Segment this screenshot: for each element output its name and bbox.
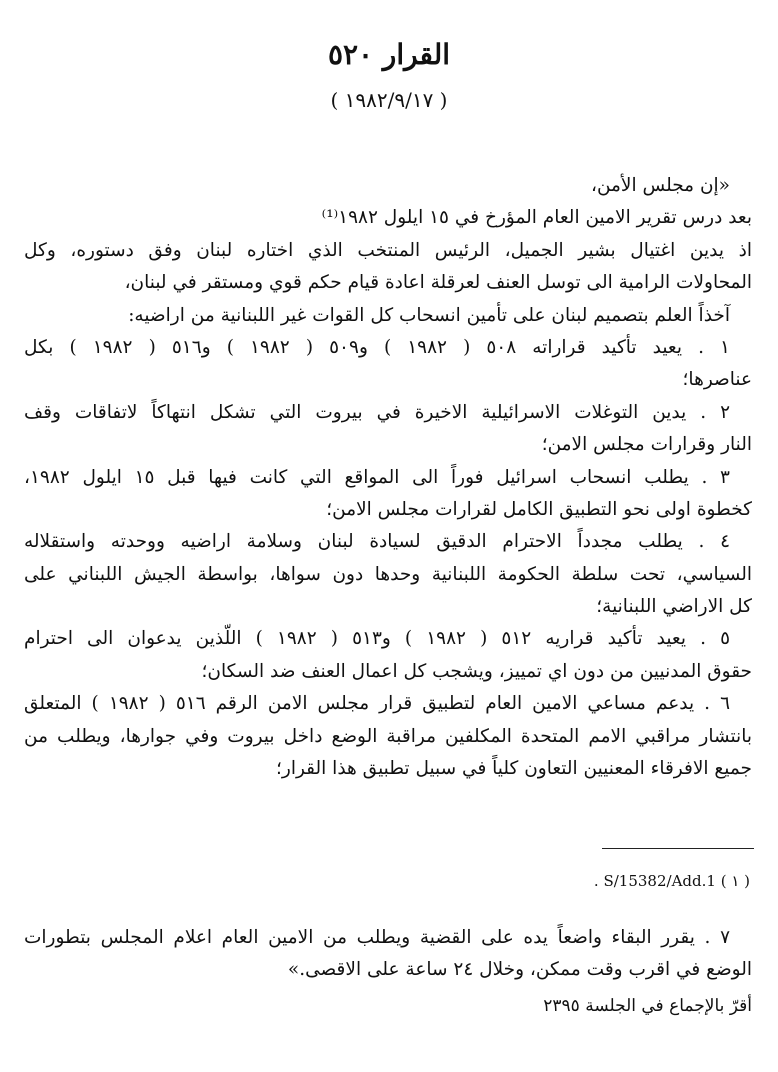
- text-line: بعد درس تقرير الامين العام المؤرخ في ١٥ ايلول ١٩٨٢⁽¹⁾: [321, 207, 752, 229]
- text-line: جميع الافرقاء المعنيين التعاون كلياً في سبيل تطبيق هذا القرار؛: [276, 758, 752, 780]
- text-line: ٧ . يقرر البقاء واضعاً يده على القضية ويطلب من الامين العام اعلام المجلس بتطورات: [24, 927, 730, 948]
- text-line: ٢ . يدين التوغلات الاسرائيلية الاخيرة في بيروت التي تشكل انتهاكاً لاتفاقات وقف: [24, 401, 730, 423]
- text-line: عناصرها؛: [682, 369, 752, 391]
- text-line: حقوق المدنيين من دون اي تمييز، ويشجب كل اعمال العنف ضد السكان؛: [201, 660, 752, 682]
- text-line: اذ يدين اغتيال بشير الجميل، الرئيس المنتخب الذي اختاره لبنان وفق دستوره، وكل: [24, 239, 752, 261]
- resolution-final-paragraph: [24, 922, 752, 987]
- text-line: ٥ . يعيد تأكيد قراريه ٥١٢ ( ١٩٨٢ ) و٥١٣ ( ١٩٨٢ ) اللّذين يدعوان الى احترام: [24, 628, 730, 650]
- footnote: ( ١ ) S/15382/Add.1 .: [593, 872, 750, 890]
- text-line: المحاولات الرامية الى توسل العنف لعرقلة اعادة قيام حكم قوي ومستقر في لبنان،: [124, 272, 752, 294]
- resolution-body: [24, 170, 752, 785]
- resolution-title: القرار ٥٢٠: [327, 38, 451, 71]
- text-line: آخذاً العلم بتصميم لبنان على تأمين انسحاب كل القوات غير اللبنانية من اراضيه:: [128, 304, 730, 326]
- text-line: كل الاراضي اللبنانية؛: [596, 596, 752, 618]
- text-line: ٣ . يطلب انسحاب اسرائيل فوراً الى المواقع التي كانت فيها قبل ١٥ ايلول ١٩٨٢،: [24, 466, 730, 488]
- text-line: كخطوة اولى نحو التطبيق الكامل لقرارات مجلس الامن؛: [326, 498, 752, 520]
- adoption-note: أقرّ بالإجماع في الجلسة ٢٣٩٥: [543, 996, 752, 1016]
- text-line: السياسي، تحت سلطة الحكومة اللبنانية وحدها دون سواها، بواسطة الجيش اللبناني على: [24, 563, 752, 585]
- text-line: النار وقرارات مجلس الامن؛: [541, 434, 752, 456]
- footnote-divider: [602, 848, 754, 849]
- text-line: ٤ . يطلب مجدداً الاحترام الدقيق لسيادة لبنان وسلامة اراضيه ووحدته واستقلاله: [24, 531, 730, 553]
- resolution-date: ( ١٩٨٢/٩/١٧ ): [330, 88, 448, 112]
- text-line: الوضع في اقرب وقت ممكن، وخلال ٢٤ ساعة على الاقصى.»: [287, 959, 752, 981]
- text-line: بانتشار مراقبي الامم المتحدة المكلفين مراقبة الوضع داخل بيروت وفي جوارها، ويطلب من: [24, 725, 752, 747]
- text-line: ١ . يعيد تأكيد قراراته ٥٠٨ ( ١٩٨٢ ) و٥٠٩ ( ١٩٨٢ ) و٥١٦ ( ١٩٨٢ ) بكل: [24, 336, 730, 358]
- text-line: ٦ . يدعم مساعي الامين العام لتطبيق قرار مجلس الامن الرقم ٥١٦ ( ١٩٨٢ ) المتعلق: [24, 693, 731, 715]
- text-line: «إن مجلس الأمن،: [590, 175, 730, 196]
